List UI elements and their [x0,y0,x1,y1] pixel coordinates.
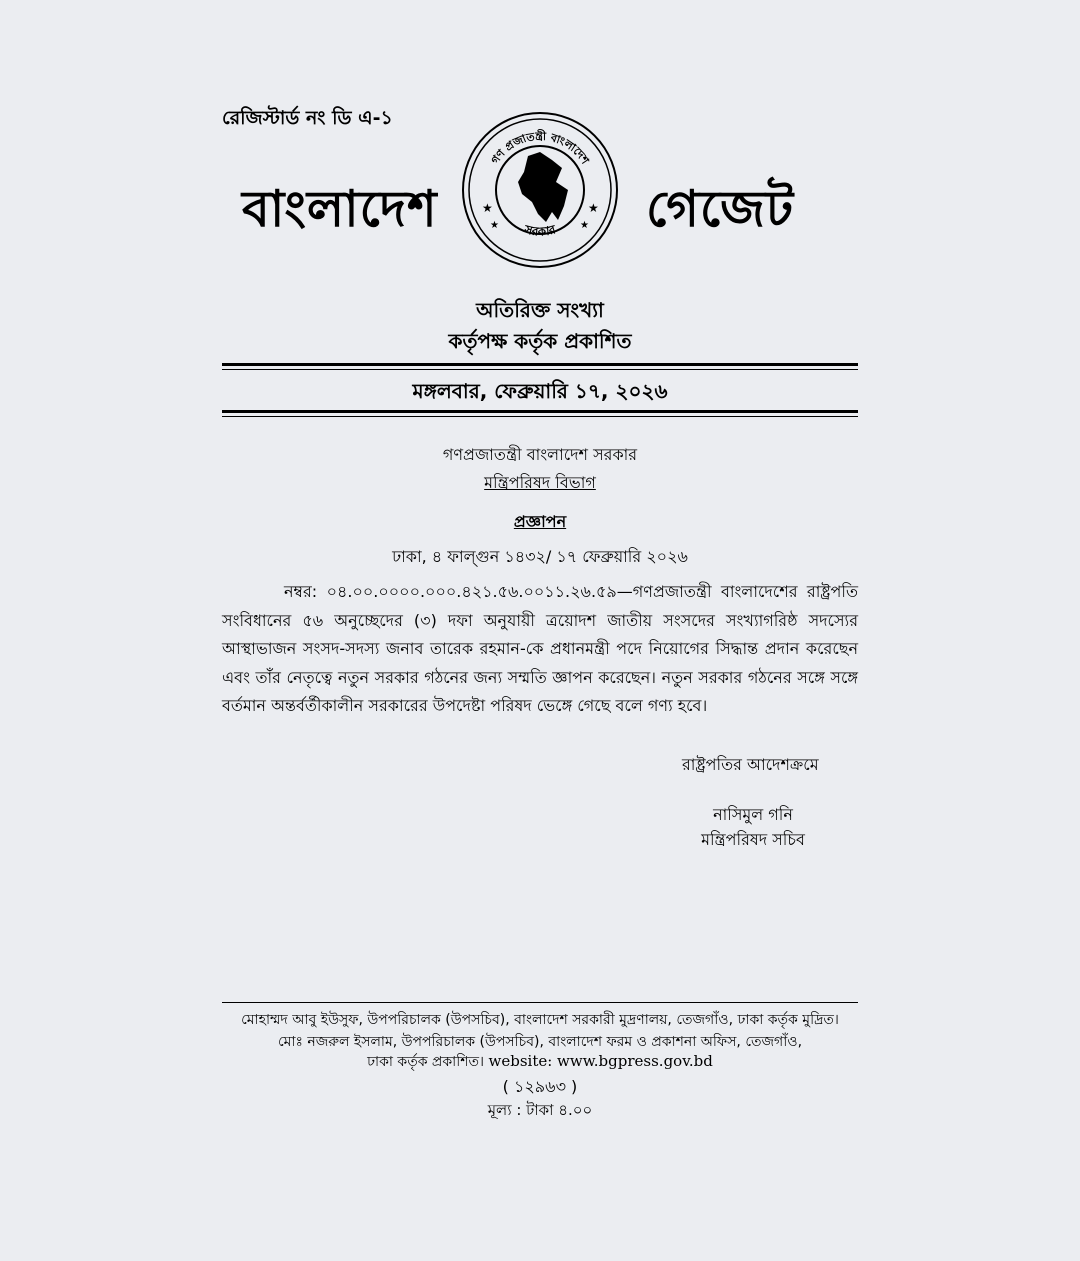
svg-text:★: ★ [490,220,499,231]
footer-printer-line: মোহাম্মদ আবু ইউসুফ, উপপরিচালক (উপসচিব), বাংলাদেশ সরকারী মুদ্রণালয়, তেজগাঁও, ঢাকা কর্তৃক মুদ্রিত। [241,1012,839,1028]
divider-bottom-thin [222,416,858,417]
seal-top-text: গণ প্রজাতন্ত্রী বাংলাদেশ [488,129,592,167]
registration-number: রেজিস্টার্ড নং ডি এ-১ [222,107,393,129]
seal-icon [460,110,620,270]
seal-bottom-text: সরকার [522,222,558,239]
svg-text:★: ★ [482,201,493,215]
divider-top-thin [222,369,858,370]
svg-text:★: ★ [588,201,599,215]
price-label: মূল্য : টাকা ৪.০০ [487,1101,593,1119]
government-name: গণপ্রজাতন্ত্রী বাংলাদেশ সরকার [442,445,638,464]
issue-date: মঙ্গলবার, ফেব্রুয়ারি ১৭, ২০২৬ [412,379,668,403]
divider-top-thick [222,363,858,366]
notification-heading [222,509,858,536]
divider-bottom-thick [222,410,858,413]
footer-published-line [222,1050,858,1074]
footer-divider [222,1002,858,1003]
place-and-date: ঢাকা, ৪ ফাল্গুন ১৪৩২/ ১৭ ফেব্রুয়ারি ২০২৬ [392,547,688,566]
page-number: ( ১২৯৬৩ ) [502,1077,578,1096]
government-seal [460,110,620,270]
footer-published-text: ঢাকা কর্তৃক প্রকাশিত। [367,1054,485,1070]
notification-heading-text: প্রজ্ঞাপন [513,512,567,531]
published-by-label: কর্তৃপক্ষ কর্তৃক প্রকাশিত [448,329,632,353]
by-order-line: রাষ্ট্রপতির আদেশক্রমে [682,755,819,774]
gazette-title-left: বাংলাদেশ [242,180,438,238]
signatory-name: নাসিমুল গনি [713,805,793,824]
extra-issue-label: অতিরিক্ত সংখ্যা [476,298,604,322]
footer-publisher-line: মোঃ নজরুল ইসলাম, উপপরিচালক (উপসচিব), বাংলাদেশ ফরম ও প্রকাশনা অফিস, তেজগাঁও, [277,1034,803,1050]
svg-text:★: ★ [580,220,589,231]
footer-website: website: www.bgpress.gov.bd [488,1052,713,1070]
division-name-text: মন্ত্রিপরিষদ বিভাগ [484,473,596,492]
notification-body: নম্বর: ০৪.০০.০০০০.০০০.৪২১.৫৬.০০১১.২৬.৫৯—গণপ্রজাতন্ত্রী বাংলাদেশের রাষ্ট্রপতি সংবিধানের ৫৬ অনুচ্ছেদের (৩) দফা অনুযায়ী ত্রয়োদশ জাতীয় সংসদের সংখ্যাগরিষ্ঠ সদস্যের আস্থাভাজন সংসদ-সদস্য জনাব তারেক রহমান-কে প্রধানমন্ত্রী পদে নিয়োগের সিদ্ধান্ত প্রদান করেছেন এবং তাঁর নেতৃত্বে নতুন সরকার গঠনের জন্য সম্মতি জ্ঞাপন করেছেন। নতুন সরকার গঠনের সঙ্গে সঙ্গে বর্তমান অন্তর্বর্তীকালীন সরকারের উপদেষ্টা পরিষদ ভেঙ্গে গেছে বলে গণ্য হবে। [222,582,858,715]
gazette-title-right: গেজেট [646,180,795,238]
signatory-title: মন্ত্রিপরিষদ সচিব [701,830,805,849]
division-name [222,470,858,497]
svg-text:সরকার [522,222,557,239]
